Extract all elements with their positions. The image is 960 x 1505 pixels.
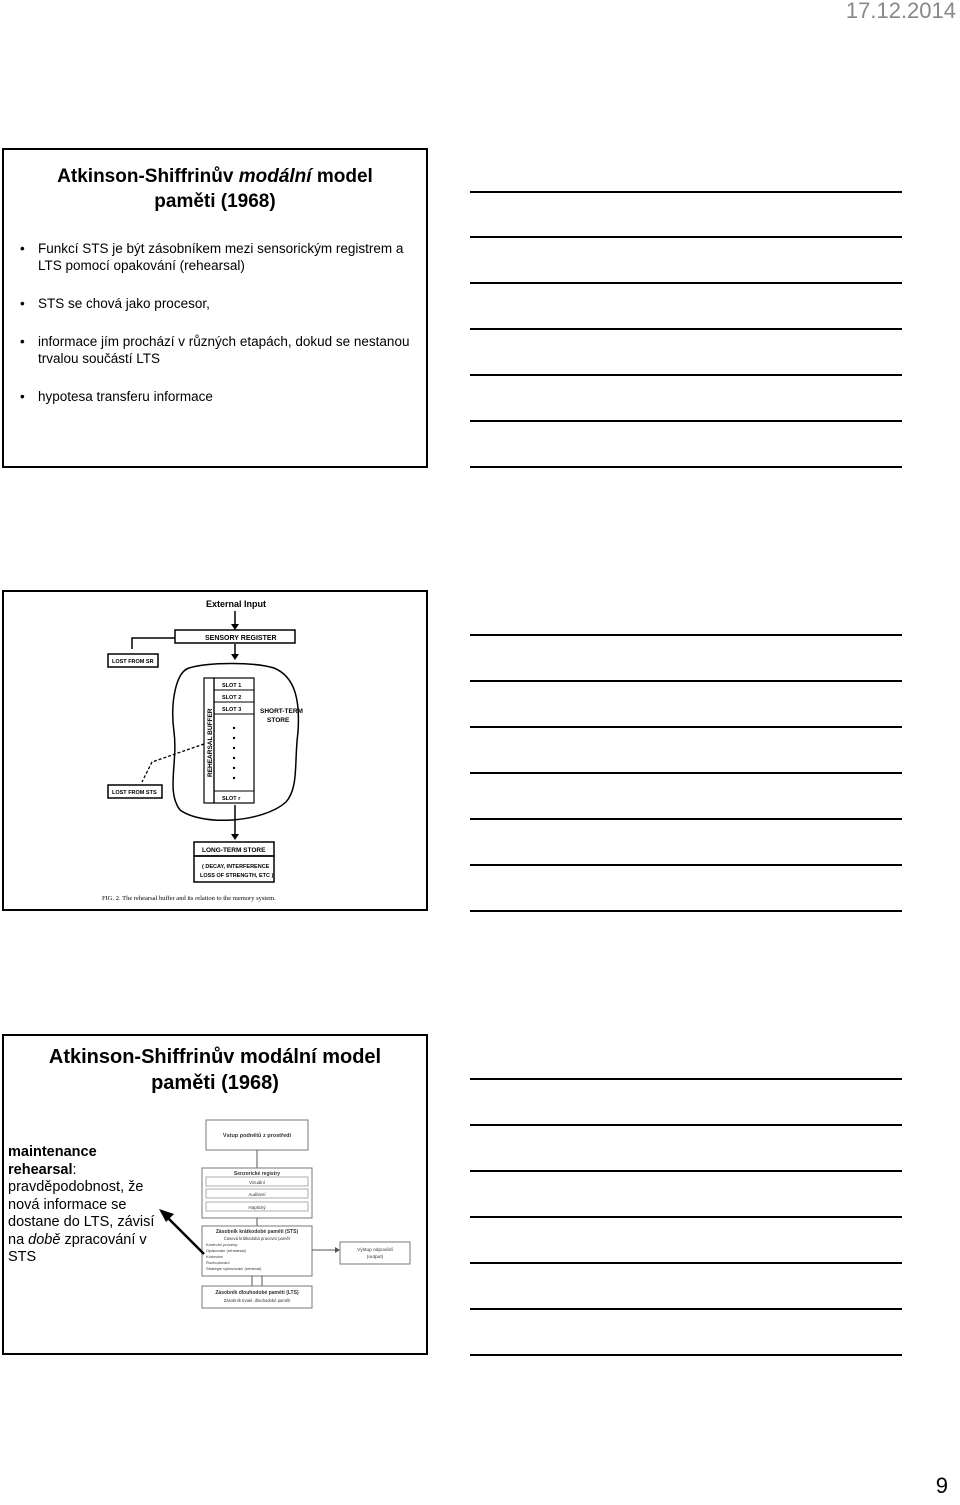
title-text: model <box>311 166 373 187</box>
title-text: Atkinson-Shiffrinův <box>57 166 239 187</box>
diagram-visual: Vizuální <box>249 1180 265 1185</box>
lts-note-1: ( DECAY, INTERFERENCE <box>202 864 270 870</box>
note-line <box>470 236 902 238</box>
diagram-lts-sub: Zásobník trvalé, dlouhodobé paměti <box>223 1298 291 1303</box>
long-term-store-label: LONG-TERM STORE <box>202 847 266 854</box>
slide-1 <box>2 148 428 468</box>
lost-from-sts-label: LOST FROM STS <box>112 790 157 796</box>
sensory-register-label: SENSORY REGISTER <box>205 635 277 642</box>
slot-2-label: SLOT 2 <box>222 695 242 701</box>
diagram-sts-title: Zásobník krátkodobé paměti (STS) <box>215 1229 299 1235</box>
text-part: : pravděpodobnost, že nová informace se dostane do LTS, závisí na <box>8 1161 155 1248</box>
note-line <box>470 374 902 376</box>
note-line <box>470 1308 902 1310</box>
diagram-sts-item: Kontrolní procesy: <box>206 1242 239 1247</box>
note-line <box>470 1216 902 1218</box>
figure-caption: FIG. 2. The rehearsal buffer and its relation to the memory system. <box>102 895 276 902</box>
note-line <box>470 910 902 912</box>
bullet-list <box>4 240 426 405</box>
note-line <box>470 1170 902 1172</box>
bullet-item: • STS se chová jako procesor, <box>20 295 426 312</box>
date-header: 17.12.2014 <box>845 0 956 23</box>
note-line <box>470 864 902 866</box>
slot-1-label: SLOT 1 <box>222 683 242 689</box>
bullet-item: • informace jím prochází v různých etapách, dokud se nestanou trvalou součástí LTS <box>20 333 426 367</box>
diagram-auditory: Auditivní <box>248 1192 266 1197</box>
slide-2 <box>2 590 428 911</box>
diagram-sts-item: Strategie vybavování (retrieval) <box>206 1266 262 1271</box>
text-part: zpracování v STS <box>8 1231 147 1265</box>
diagram-output: Výstup odpovědí <box>357 1248 393 1253</box>
short-term-store-label: SHORT-TERM <box>260 708 303 715</box>
diagram-sts-item: Rozhodování <box>206 1260 230 1265</box>
diagram-sensory: Senzorické registry <box>233 1171 281 1177</box>
short-term-store-label-2: STORE <box>267 717 290 724</box>
page-number: 9 <box>935 1473 948 1498</box>
bullet-item: • Funkcí STS je být zásobníkem mezi sensorickým registrem a LTS pomocí opakování (rehearsal) <box>20 240 426 274</box>
diagram-input: Vstup podnětů z prostředí <box>222 1133 292 1139</box>
lts-note-2: LOSS OF STRENGTH, ETC ) <box>200 873 274 879</box>
note-line <box>470 680 902 682</box>
diagram-output-2: (output) <box>366 1255 384 1260</box>
note-line <box>470 818 902 820</box>
italic-term: době <box>28 1231 61 1248</box>
bold-term: maintenance rehearsal <box>8 1144 97 1178</box>
diagram-sts-item: Opakování (rehearsal) <box>206 1248 246 1253</box>
pointer-arrow <box>164 1214 204 1254</box>
diagram-lts-title: Zásobník dlouhodobé paměti (LTS) <box>215 1290 299 1296</box>
note-line <box>470 726 902 728</box>
memory-model-diagram <box>4 1036 426 1353</box>
diagram-sts-sub: Časová krátkodobá pracovní paměť <box>223 1236 291 1241</box>
diagram-haptic: Haptický <box>248 1205 266 1210</box>
note-line <box>470 1078 902 1080</box>
note-line <box>470 466 902 468</box>
note-line <box>470 328 902 330</box>
note-line <box>470 772 902 774</box>
bullet-item: • hypotesa transferu informace <box>20 388 426 405</box>
slot-3-label: SLOT 3 <box>222 707 242 713</box>
rehearsal-buffer-label: REHEARSAL BUFFER <box>207 708 214 777</box>
rehearsal-buffer-diagram <box>4 592 426 909</box>
note-line <box>470 282 902 284</box>
lost-from-sr-label: LOST FROM SR <box>112 659 154 665</box>
slide-3 <box>2 1034 428 1355</box>
note-line <box>470 191 902 193</box>
title-line-2: paměti (1968) <box>151 1072 279 1094</box>
note-line <box>470 420 902 422</box>
title-line-2: paměti (1968) <box>154 191 276 212</box>
note-line <box>470 634 902 636</box>
diagram-sts-item: Kódování <box>206 1254 223 1259</box>
title-line-1: Atkinson-Shiffrinův modální model <box>48 1046 382 1068</box>
note-line <box>470 1262 902 1264</box>
external-input-label: External Input <box>206 599 267 609</box>
note-line <box>470 1124 902 1126</box>
title-italic-text: modální <box>238 166 312 187</box>
slot-r-label: SLOT r <box>222 796 241 802</box>
note-line <box>470 1354 902 1356</box>
slide-1-title <box>4 164 426 214</box>
